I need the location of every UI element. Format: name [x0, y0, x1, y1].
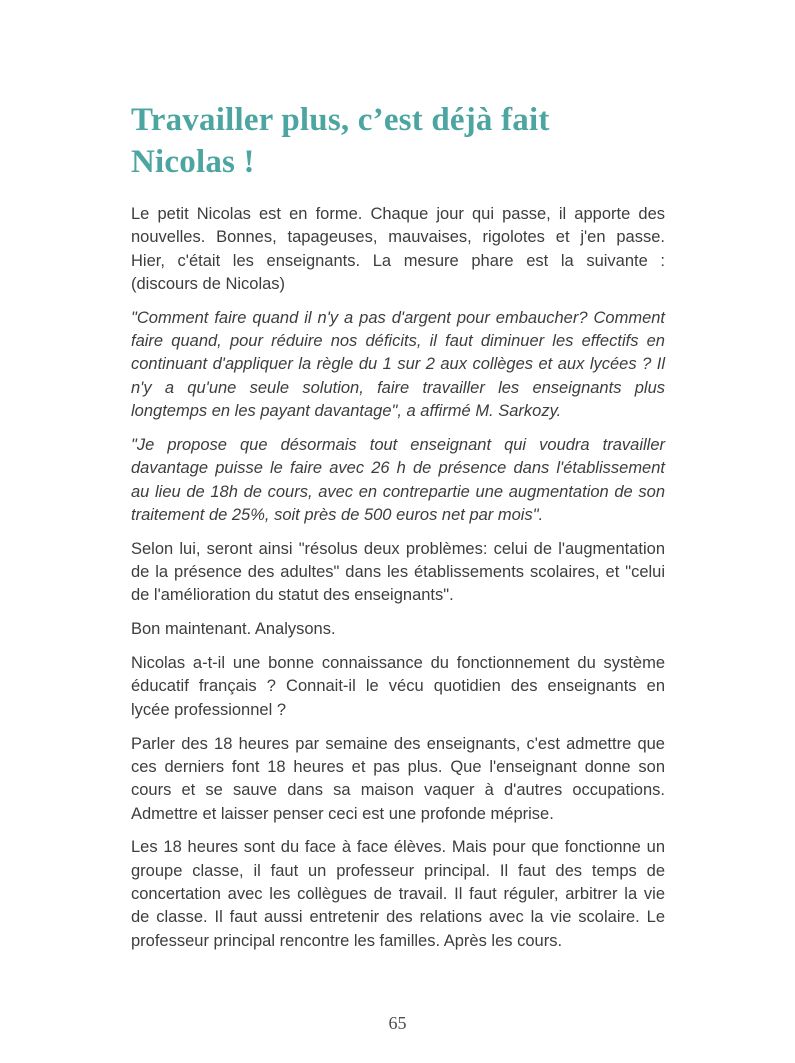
title-line-1: Travailler plus, c’est déjà fait — [131, 102, 550, 138]
paragraph — [131, 434, 665, 527]
paragraph — [131, 538, 665, 608]
text-line: de l'amélioration du statut des enseignants". — [131, 586, 454, 605]
text-line: groupe classe, il faut un professeur principal. Il faut des temps de — [131, 861, 665, 880]
text-line: traitement de 25%, soit près de 500 euros net par mois". — [131, 505, 544, 524]
text-line: Admettre et laisser penser ceci est une profonde méprise. — [131, 804, 554, 823]
paragraph — [131, 307, 665, 424]
paragraph — [131, 652, 665, 722]
text-line: cours et se sauve dans sa maison vaquer à d'autres occupations. — [131, 781, 665, 800]
text-line: ces derniers font 18 heures et pas plus. Que l'enseignant donne son — [131, 757, 665, 776]
title-line-2: Nicolas ! — [131, 144, 255, 180]
text-line: Selon lui, seront ainsi "résolus deux problèmes: celui de l'augmentation — [131, 539, 665, 558]
text-line: n'y a qu'une seule solution, faire travailler les enseignants plus — [131, 378, 665, 397]
page-number: 65 — [388, 1013, 407, 1033]
text-line: lycée professionnel ? — [131, 700, 287, 719]
text-line: Bon maintenant. Analysons. — [131, 620, 336, 639]
body-text — [131, 203, 665, 964]
text-line: Le petit Nicolas est en forme. Chaque jour qui passe, il apporte des — [131, 205, 665, 223]
text-line: professeur principal rencontre les familles. Après les cours. — [131, 931, 563, 950]
text-line: continuant d'appliquer la règle du 1 sur 2 aux collèges et aux lycées ? Il — [131, 355, 665, 374]
text-line: davantage puisse le faire avec 26 h de présence dans l'établissement — [131, 459, 665, 478]
text-line: Les 18 heures sont du face à face élèves. Mais pour que fonctionne un — [131, 838, 665, 857]
text-line: longtemps en les payant davantage", a affirmé M. Sarkozy. — [131, 402, 562, 421]
text-line: de la présence des adultes" dans les établissements scolaires, et "celui — [131, 563, 665, 582]
text-line: éducatif français ? Connait-il le vécu quotidien des enseignants en — [131, 677, 665, 696]
text-line: "Comment faire quand il n'y a pas d'argent pour embaucher? Comment — [131, 308, 665, 327]
text-line: Parler des 18 heures par semaine des enseignants, c'est admettre que — [131, 734, 665, 753]
page-title — [131, 99, 676, 183]
text-line: nouvelles. Bonnes, tapageuses, mauvaises, rigolotes et j'en passe. — [131, 228, 665, 247]
text-line: de classe. Il faut aussi entretenir des relations avec la vie scolaire. Le — [131, 908, 665, 927]
paragraph — [131, 733, 665, 826]
text-line: Nicolas a-t-il une bonne connaissance du fonctionnement du système — [131, 654, 665, 673]
paragraph — [131, 836, 665, 953]
text-line: Hier, c'était les enseignants. La mesure phare est la suivante : — [131, 251, 665, 270]
text-line: "Je propose que désormais tout enseignant qui voudra travailler — [131, 435, 665, 454]
paragraph — [131, 203, 665, 296]
text-line: concertation avec les collègues de travail. Il faut réguler, arbitrer la vie — [131, 885, 665, 904]
paragraph — [131, 618, 665, 641]
page-footer — [0, 1013, 795, 1034]
text-line: au lieu de 18h de cours, avec en contrepartie une augmentation de son — [131, 482, 665, 501]
text-line: faire quand, pour réduire nos déficits, il faut diminuer les effectifs en — [131, 332, 665, 351]
text-line: (discours de Nicolas) — [131, 274, 286, 293]
